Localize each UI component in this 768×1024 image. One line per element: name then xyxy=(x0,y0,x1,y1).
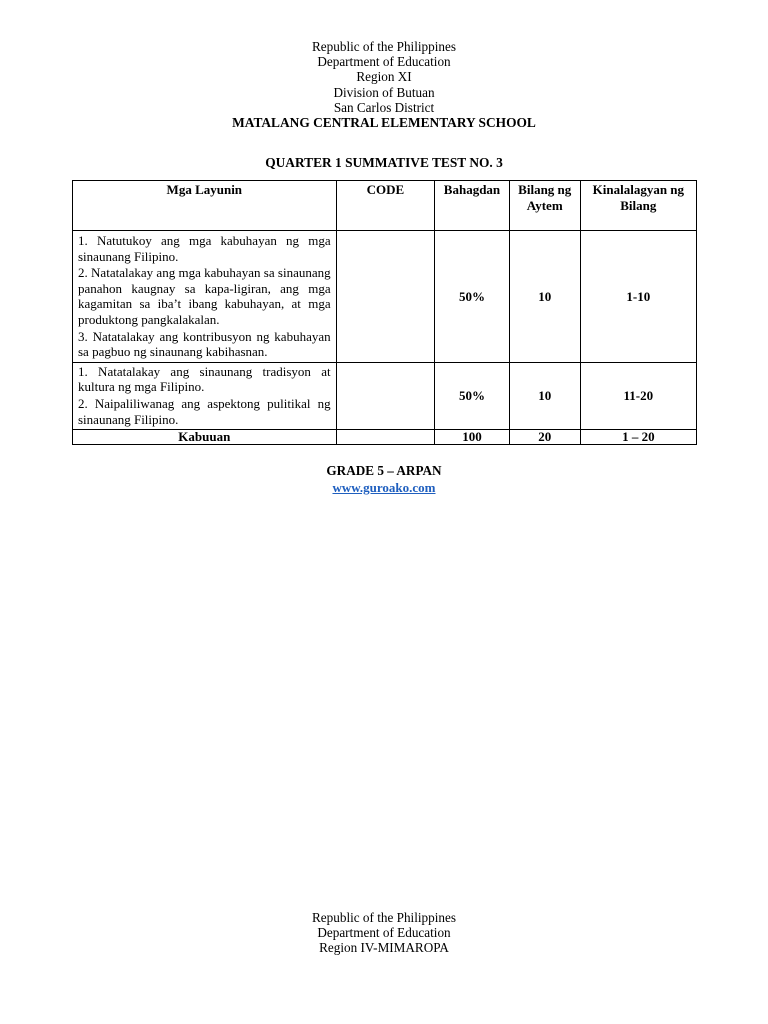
footer-line-republic: Republic of the Philippines xyxy=(312,910,456,925)
objectives-cell xyxy=(73,362,337,429)
total-items: 20 xyxy=(509,430,580,445)
header-line-department: Department of Education xyxy=(317,54,451,70)
table-header-row xyxy=(73,181,697,231)
header-line-division: Division of Butuan xyxy=(333,84,435,100)
items-cell: 10 xyxy=(509,231,580,363)
header-items: Bilang ng Aytem xyxy=(509,181,580,231)
objective-item: 2. Natatalakay ang mga kabuhayan sa sinaunang panahon kaugnay sa kapa-ligiran, ang mga kagamitan sa iba’t ibang kabuhayan, at mga produktong pangkalakalan. xyxy=(78,265,331,327)
website-line xyxy=(0,480,768,496)
code-cell xyxy=(336,231,435,363)
objective-item: 1. Natatalakay ang sinaunang tradisyon at kultura ng mga Filipino. xyxy=(78,363,331,395)
header-line-republic: Republic of the Philippines xyxy=(312,39,456,54)
objective-item: 2. Naipaliliwanag ang aspektong pulitikal ng sinaunang Filipino. xyxy=(78,395,331,427)
objectives-cell xyxy=(73,231,337,363)
header-line-district: San Carlos District xyxy=(333,99,435,115)
items-cell: 10 xyxy=(509,362,580,429)
placement-cell: 1-10 xyxy=(580,231,696,363)
header-objectives: Mga Layunin xyxy=(73,181,337,231)
placement-cell: 11-20 xyxy=(580,362,696,429)
objective-item: 3. Natatalakay ang kontribusyon ng kabuhayan sa pagbuo ng sinaunang kabihasnan. xyxy=(78,328,331,360)
website-link[interactable]: www.guroako.com xyxy=(332,480,436,495)
document-header xyxy=(0,39,768,130)
footer-line-region: Region IV-MIMAROPA xyxy=(319,940,449,956)
header-code: CODE xyxy=(336,181,435,231)
table-row xyxy=(73,231,697,363)
table-total-row xyxy=(73,430,697,445)
grade-subject: GRADE 5 – ARPAN xyxy=(326,463,442,478)
school-name: MATALANG CENTRAL ELEMENTARY SCHOOL xyxy=(232,115,536,131)
total-percent: 100 xyxy=(435,430,510,445)
footer-line-department: Department of Education xyxy=(317,925,451,941)
percent-cell: 50% xyxy=(435,231,510,363)
test-title: QUARTER 1 SUMMATIVE TEST NO. 3 xyxy=(265,155,503,170)
objective-item: 1. Natutukoy ang mga kabuhayan ng mga sinaunang Filipino. xyxy=(78,233,331,264)
document-footer xyxy=(0,910,768,956)
table-of-specifications xyxy=(72,180,697,445)
header-line-region: Region XI xyxy=(356,69,412,85)
total-placement: 1 – 20 xyxy=(580,430,696,445)
header-percent: Bahagdan xyxy=(435,181,510,231)
code-cell xyxy=(336,362,435,429)
total-code xyxy=(336,430,435,445)
percent-cell: 50% xyxy=(435,362,510,429)
table-row xyxy=(73,362,697,429)
total-label: Kabuuan xyxy=(73,430,337,445)
header-placement: Kinalalagyan ng Bilang xyxy=(580,181,696,231)
